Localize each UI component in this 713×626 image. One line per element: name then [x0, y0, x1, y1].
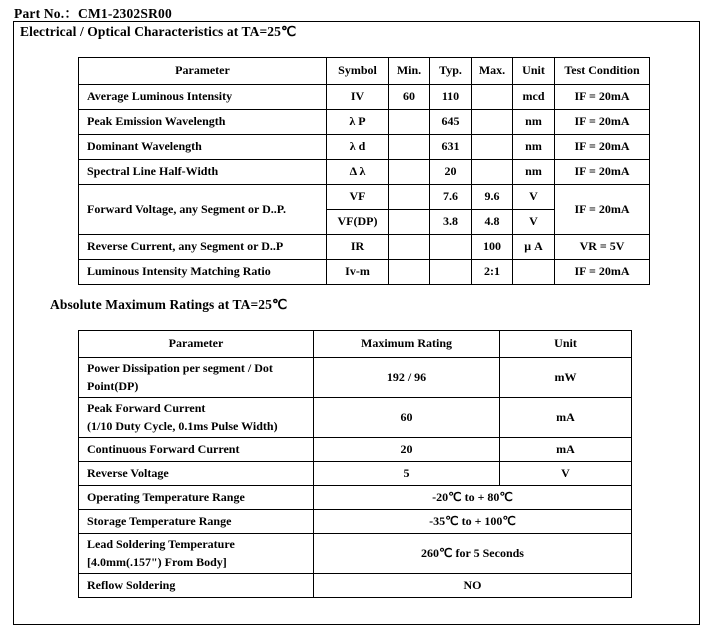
column-header-parameter: Parameter: [79, 58, 327, 85]
table-header-row: [79, 58, 650, 85]
cell-min: [389, 135, 430, 160]
table-row: [79, 438, 632, 462]
cell-maximum-rating: -35℃ to + 100℃: [314, 510, 632, 534]
cell-typ: 3.8: [430, 210, 472, 235]
cell-symbol: IV: [327, 85, 389, 110]
cell-parameter: [79, 358, 314, 398]
column-header-typ: Typ.: [430, 58, 472, 85]
cell-parameter: Reverse Current, any Segment or D..P: [79, 235, 327, 260]
cell-typ: [430, 260, 472, 285]
cell-parameter: [79, 534, 314, 574]
section-title-electrical: Electrical / Optical Characteristics at TA=25℃: [20, 24, 297, 39]
cell-condition: IF = 20mA: [555, 160, 650, 185]
cell-min: [389, 235, 430, 260]
part-number-label: Part No.：CM1-2302SR00: [14, 6, 172, 21]
table-header-row: [79, 331, 632, 358]
cell-max: [472, 110, 513, 135]
table-row: [79, 110, 650, 135]
cell-condition: IF = 20mA: [555, 85, 650, 110]
cell-condition: IF = 20mA: [555, 110, 650, 135]
cell-condition: IF = 20mA: [555, 135, 650, 160]
cell-typ: 631: [430, 135, 472, 160]
cell-parameter: Spectral Line Half-Width: [79, 160, 327, 185]
table-row: [79, 135, 650, 160]
cell-unit: nm: [513, 110, 555, 135]
cell-min: [389, 260, 430, 285]
cell-parameter-line2: (1/10 Duty Cycle, 0.1ms Pulse Width): [87, 418, 278, 433]
cell-unit: V: [513, 210, 555, 235]
section-title-absolute-maximum-ratings: Absolute Maximum Ratings at TA=25℃: [50, 297, 288, 312]
cell-parameter: [79, 398, 314, 438]
table-row: [79, 235, 650, 260]
table-row: [79, 185, 650, 210]
cell-parameter: Reverse Voltage: [79, 462, 314, 486]
cell-unit: mA: [500, 438, 632, 462]
cell-symbol: Iv-m: [327, 260, 389, 285]
cell-parameter-line1: Peak Forward Current: [87, 401, 206, 416]
cell-parameter: Reflow Soldering: [79, 574, 314, 598]
cell-typ: 20: [430, 160, 472, 185]
cell-min: [389, 185, 430, 210]
cell-unit: mW: [500, 358, 632, 398]
absolute-maximum-ratings-table: [78, 330, 632, 598]
column-header-unit: Unit: [500, 331, 632, 358]
table-row: [79, 510, 632, 534]
cell-parameter-line2: Point(DP): [87, 378, 139, 393]
cell-parameter-line1: Lead Soldering Temperature: [87, 537, 235, 552]
cell-symbol: IR: [327, 235, 389, 260]
cell-parameter-line1: Power Dissipation per segment / Dot: [87, 361, 273, 376]
cell-parameter: Average Luminous Intensity: [79, 85, 327, 110]
cell-symbol: λ P: [327, 110, 389, 135]
cell-condition: IF = 20mA: [555, 185, 650, 235]
table-row: [79, 260, 650, 285]
cell-symbol: Δ λ: [327, 160, 389, 185]
cell-min: 60: [389, 85, 430, 110]
column-header-test-condition: Test Condition: [555, 58, 650, 85]
cell-max: 100: [472, 235, 513, 260]
cell-parameter: Continuous Forward Current: [79, 438, 314, 462]
cell-max: 9.6: [472, 185, 513, 210]
cell-symbol: VF(DP): [327, 210, 389, 235]
cell-parameter: Storage Temperature Range: [79, 510, 314, 534]
cell-max: 2:1: [472, 260, 513, 285]
cell-typ: [430, 235, 472, 260]
cell-unit: mA: [500, 398, 632, 438]
cell-min: [389, 110, 430, 135]
cell-maximum-rating: 5: [314, 462, 500, 486]
cell-unit: nm: [513, 160, 555, 185]
electrical-characteristics-table: [78, 57, 650, 285]
cell-parameter: Dominant Wavelength: [79, 135, 327, 160]
cell-typ: 110: [430, 85, 472, 110]
cell-unit: nm: [513, 135, 555, 160]
cell-max: [472, 160, 513, 185]
table-row: [79, 462, 632, 486]
cell-maximum-rating: 60: [314, 398, 500, 438]
cell-maximum-rating: 20: [314, 438, 500, 462]
cell-max: [472, 135, 513, 160]
cell-parameter: Luminous Intensity Matching Ratio: [79, 260, 327, 285]
cell-maximum-rating: 192 / 96: [314, 358, 500, 398]
cell-max: 4.8: [472, 210, 513, 235]
column-header-maximum-rating: Maximum Rating: [314, 331, 500, 358]
cell-maximum-rating: -20℃ to + 80℃: [314, 486, 632, 510]
column-header-min: Min.: [389, 58, 430, 85]
cell-unit: V: [500, 462, 632, 486]
cell-min: [389, 160, 430, 185]
cell-condition: VR = 5V: [555, 235, 650, 260]
cell-parameter-line2: [4.0mm(.157") From Body]: [87, 554, 227, 569]
cell-maximum-rating: NO: [314, 574, 632, 598]
cell-symbol: VF: [327, 185, 389, 210]
cell-symbol: λ d: [327, 135, 389, 160]
cell-typ: 645: [430, 110, 472, 135]
column-header-symbol: Symbol: [327, 58, 389, 85]
table-row: [79, 160, 650, 185]
cell-parameter: Forward Voltage, any Segment or D..P.: [79, 185, 327, 235]
table-row: [79, 486, 632, 510]
column-header-max: Max.: [472, 58, 513, 85]
column-header-unit: Unit: [513, 58, 555, 85]
cell-unit: mcd: [513, 85, 555, 110]
table-row: [79, 85, 650, 110]
cell-condition: IF = 20mA: [555, 260, 650, 285]
table-row: [79, 358, 632, 398]
column-header-parameter: Parameter: [79, 331, 314, 358]
cell-unit: [513, 260, 555, 285]
table-row: [79, 574, 632, 598]
cell-parameter: Operating Temperature Range: [79, 486, 314, 510]
cell-unit: V: [513, 185, 555, 210]
cell-max: [472, 85, 513, 110]
cell-unit: μ A: [513, 235, 555, 260]
table-row: [79, 534, 632, 574]
table-row: [79, 398, 632, 438]
cell-parameter: Peak Emission Wavelength: [79, 110, 327, 135]
cell-maximum-rating: 260℃ for 5 Seconds: [314, 534, 632, 574]
cell-min: [389, 210, 430, 235]
cell-typ: 7.6: [430, 185, 472, 210]
